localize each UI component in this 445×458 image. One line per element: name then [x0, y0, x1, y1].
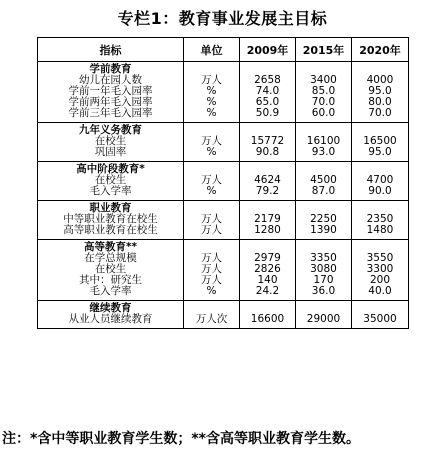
unit-value: %	[206, 85, 217, 97]
value-2015-cell	[296, 201, 352, 240]
value-2015: 3350	[310, 252, 337, 264]
indicator-label: 幼儿在园人数	[79, 74, 142, 86]
table-row-group	[38, 162, 409, 201]
value-2009: 79.2	[255, 185, 280, 197]
indicator-cell	[38, 123, 184, 162]
value-2009: 2658	[254, 74, 281, 86]
value-2009: 2979	[254, 252, 281, 264]
value-2020: 95.0	[368, 85, 392, 97]
value-2020: 1480	[366, 224, 394, 236]
group-name: 学前教育	[89, 63, 132, 75]
value-2009-cell	[240, 62, 296, 123]
value-2020-cell	[352, 301, 409, 329]
value-2015-cell	[296, 162, 352, 201]
header-2015: 2015年	[296, 38, 352, 62]
indicator-label: 巩固率	[94, 146, 127, 158]
indicator-label: 毛入学率	[89, 185, 132, 197]
unit-value: 万人	[201, 263, 222, 275]
value-2020: 40.0	[368, 285, 392, 297]
value-2020: 95.0	[368, 146, 392, 158]
value-2015: 4500	[310, 174, 337, 186]
value-2020-cell	[352, 162, 409, 201]
value-2015-cell	[296, 240, 352, 301]
indicator-cell	[38, 201, 184, 240]
indicator-cell	[38, 240, 184, 301]
header-unit: 单位	[184, 38, 240, 62]
value-2009: 50.9	[255, 107, 280, 119]
value-2009: 2826	[254, 263, 281, 275]
value-2015: 60.0	[311, 107, 336, 119]
value-2009-cell	[240, 123, 296, 162]
unit-cell	[184, 123, 240, 162]
value-2020: 90.0	[368, 185, 392, 197]
unit-value: 万人	[201, 74, 222, 86]
unit-cell	[184, 62, 240, 123]
table-row-group	[38, 123, 409, 162]
unit-value: %	[206, 185, 217, 197]
indicator-cell	[38, 162, 184, 201]
value-2009: 24.2	[255, 285, 280, 297]
unit-cell	[184, 201, 240, 240]
value-2009: 65.0	[255, 96, 280, 108]
indicator-label: 在校生	[94, 263, 127, 275]
value-2020: 35000	[363, 313, 397, 325]
value-2020: 70.0	[368, 107, 392, 119]
unit-value: %	[206, 107, 217, 119]
page-title: 专栏1：教育事业发展主目标	[117, 9, 328, 28]
table-row-group	[38, 301, 409, 329]
value-2020-cell	[352, 123, 409, 162]
indicator-label: 在学总规模	[84, 252, 137, 264]
unit-cell	[184, 240, 240, 301]
unit-value: 万人	[201, 224, 222, 236]
value-2015: 3400	[310, 74, 337, 86]
value-2009: 74.0	[255, 85, 280, 97]
indicator-cell	[38, 62, 184, 123]
header-indicator: 指标	[38, 38, 184, 62]
group-name: 高中阶段教育*	[76, 163, 145, 175]
indicator-label: 其中：研究生	[79, 274, 142, 286]
unit-value: %	[206, 146, 217, 158]
value-2009: 1280	[254, 224, 281, 236]
value-2015: 70.0	[311, 96, 336, 108]
value-2020: 16500	[363, 135, 397, 147]
value-2015-cell	[296, 123, 352, 162]
indicator-label: 从业人员继续教育	[68, 313, 153, 325]
indicator-label: 学前两年毛入园率	[68, 96, 153, 108]
unit-value: 万人	[201, 213, 222, 225]
indicator-label: 毛入学率	[89, 285, 132, 297]
value-2020: 200	[369, 274, 391, 286]
value-2015: 85.0	[311, 85, 336, 97]
group-name: 高等教育**	[84, 241, 137, 253]
unit-value: %	[206, 96, 217, 108]
unit-value: %	[206, 285, 217, 297]
unit-value: 万人	[201, 252, 222, 264]
value-2009: 140	[257, 274, 278, 286]
header-2020: 2020年	[352, 38, 409, 62]
unit-value: 万人次	[195, 313, 228, 325]
value-2009: 90.8	[255, 146, 280, 158]
value-2015-cell	[296, 301, 352, 329]
value-2015: 36.0	[311, 285, 336, 297]
unit-value: 万人	[201, 274, 222, 286]
value-2015: 2250	[310, 213, 337, 225]
value-2015: 93.0	[311, 146, 336, 158]
table-header-row	[38, 38, 409, 62]
indicator-label: 中等职业教育在校生	[63, 213, 158, 225]
value-2020: 4000	[366, 74, 394, 86]
indicator-label: 学前一年毛入园率	[68, 85, 153, 97]
value-2015: 87.0	[311, 185, 336, 197]
value-2009-cell	[240, 240, 296, 301]
indicator-label: 在校生	[94, 135, 127, 147]
indicator-label: 在校生	[94, 174, 127, 186]
value-2015: 16100	[306, 135, 341, 147]
value-2009-cell	[240, 301, 296, 329]
goals-table	[37, 37, 409, 329]
value-2020: 80.0	[368, 96, 392, 108]
value-2020: 3550	[366, 252, 394, 264]
value-2009: 2179	[254, 213, 281, 225]
value-2015: 1390	[310, 224, 337, 236]
group-name: 职业教育	[89, 202, 132, 214]
unit-value: 万人	[201, 174, 222, 186]
value-2015: 3080	[310, 263, 337, 275]
value-2020: 3300	[366, 263, 394, 275]
unit-cell	[184, 301, 240, 329]
value-2020-cell	[352, 201, 409, 240]
value-2009: 16600	[250, 313, 285, 325]
value-2020-cell	[352, 62, 409, 123]
group-name: 继续教育	[89, 302, 132, 314]
table-row-group	[38, 62, 409, 123]
table-row-group	[38, 240, 409, 301]
value-2015: 29000	[306, 313, 341, 325]
indicator-label: 高等职业教育在校生	[63, 224, 158, 236]
value-2015: 170	[313, 274, 334, 286]
value-2020: 4700	[366, 174, 394, 186]
unit-value: 万人	[201, 135, 222, 147]
indicator-label: 学前三年毛入园率	[68, 107, 153, 119]
value-2009: 15772	[250, 135, 285, 147]
indicator-cell	[38, 301, 184, 329]
footnote: 注：*含中等职业教育学生数；**含高等职业教育学生数。	[2, 431, 360, 447]
value-2020-cell	[352, 240, 409, 301]
value-2020: 2350	[366, 213, 394, 225]
unit-cell	[184, 162, 240, 201]
value-2009-cell	[240, 201, 296, 240]
header-2009: 2009年	[240, 38, 296, 62]
group-name: 九年义务教育	[79, 124, 142, 136]
value-2015-cell	[296, 62, 352, 123]
table-row-group	[38, 201, 409, 240]
value-2009: 4624	[254, 174, 281, 186]
value-2009-cell	[240, 162, 296, 201]
